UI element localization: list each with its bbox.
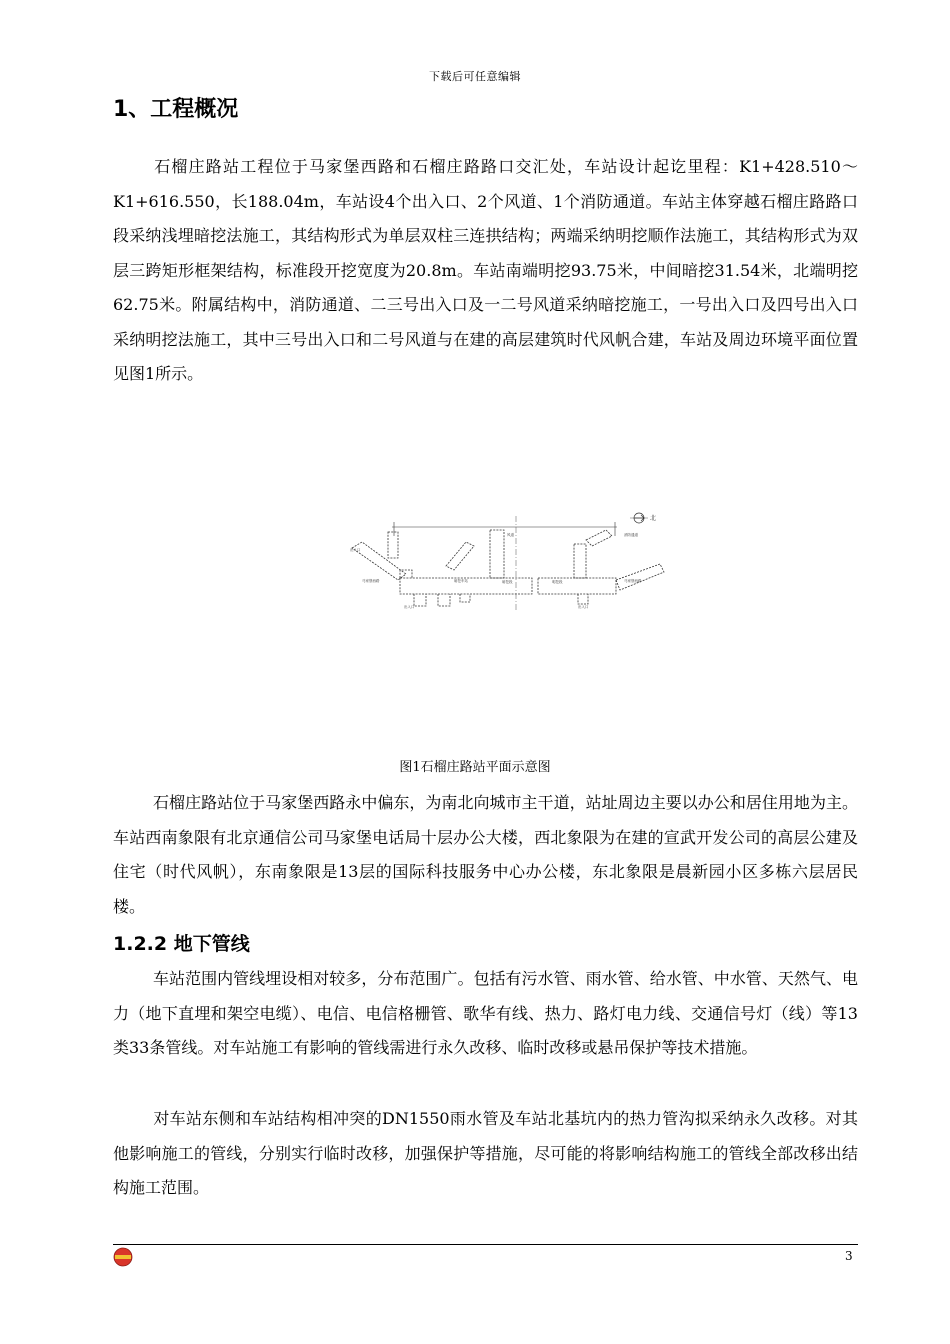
svg-text:暗挖车站: 暗挖车站 (454, 579, 468, 583)
section-title: 1、工程概况 (113, 97, 239, 122)
company-logo-icon (113, 1247, 133, 1267)
svg-text:消防通道: 消防通道 (624, 533, 638, 537)
paragraph-relocation (113, 1102, 858, 1206)
svg-text:马家堡西路: 马家堡西路 (624, 579, 642, 583)
svg-text:明挖段: 明挖段 (552, 580, 563, 584)
svg-text:出入口: 出入口 (578, 605, 589, 609)
svg-text:马家堡西路: 马家堡西路 (362, 579, 380, 583)
header-note: 下载后可任意编辑 (429, 70, 521, 83)
paragraph-surroundings (113, 786, 858, 924)
station-plan-drawing (342, 508, 690, 616)
svg-text:暗挖段: 暗挖段 (502, 580, 513, 584)
subsection-title: 1.2.2 地下管线 (113, 933, 250, 955)
north-arrow-icon (630, 513, 656, 523)
station-plan-figure (342, 508, 690, 616)
svg-text:出入口: 出入口 (404, 605, 415, 609)
paragraph-text: 对车站东侧和车站结构相冲突的DN1550雨水管及车站北基坑内的热力管沟拟采纳永久改移。对其他影响施工的管线，分别实行临时改移，加强保护等措施，尽可能的将影响结构施工的管线全部改移出结构施工范围。 (113, 1109, 858, 1197)
paragraph-project-overview (113, 150, 858, 392)
footer-divider (113, 1244, 858, 1245)
paragraph-text: 石榴庄路站工程位于马家堡西路和石榴庄路路口交汇处，车站设计起讫里程：K1+428.510～K1+616.550，长188.04m，车站设4个出入口、2个风道、1个消防通道。车站主体穿越石榴庄路路口段采纳浅埋暗挖法施工，其结构形式为单层双柱三连拱结构；两端采纳明挖顺作法施工，其结构形式为双层三跨矩形框架结构，标准段开挖宽度为20.8m。车站南端明挖93.75米，中间暗挖31.54米，北端明挖62.75米。附属结构中，消防通道、二三号出入口及一二号风道采纳暗挖施工，一号出入口及四号出入口采纳明挖法施工，其中三号出入口和二号风道与在建的高层建筑时代风帆合建，车站及周边环境平面位置见图1所示。 (113, 157, 858, 383)
paragraph-text: 车站范围内管线埋设相对较多，分布范围广。包括有污水管、雨水管、给水管、中水管、天然气、电力（地下直埋和架空电缆）、电信、电信格栅管、歌华有线、热力、路灯电力线、交通信号灯（线）等13类33条管线。对车站施工有影响的管线需进行永久改移、临时改移或悬吊保护等技术措施。 (113, 969, 858, 1057)
paragraph-text: 石榴庄路站位于马家堡西路永中偏东，为南北向城市主干道，站址周边主要以办公和居住用地为主。车站西南象限有北京通信公司马家堡电话局十层办公大楼，西北象限为在建的宣武开发公司的高层公建及住宅（时代风帆），东南象限是13层的国际科技服务中心办公楼，东北象限是晨新园小区多栋六层居民楼。 (113, 793, 858, 916)
paragraph-pipelines (113, 962, 858, 1066)
svg-text:风道: 风道 (507, 533, 514, 537)
page-number: 3 (845, 1249, 853, 1263)
north-label: 北 (650, 515, 657, 522)
figure-caption: 图1石榴庄路站平面示意图 (399, 760, 551, 775)
svg-text:出入口: 出入口 (350, 548, 361, 552)
